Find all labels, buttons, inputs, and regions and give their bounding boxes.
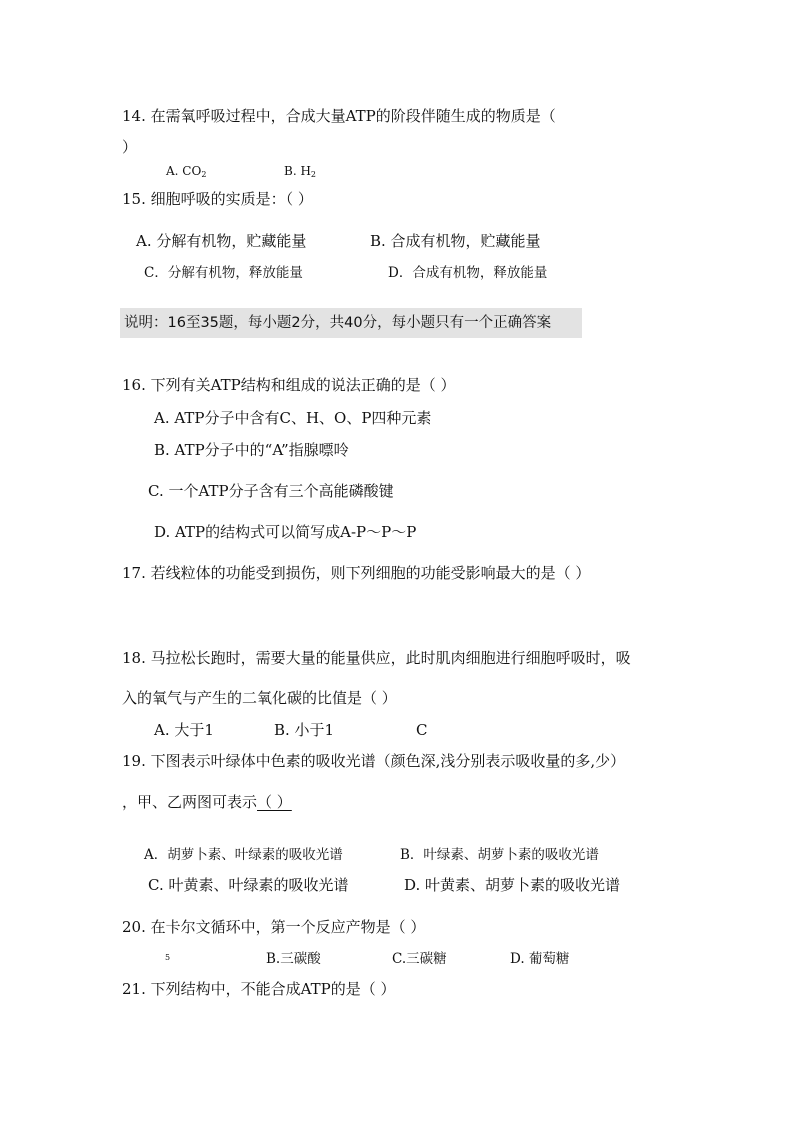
q18-stem-continued: 入的氧气与产生的二氧化碳的比值是（ ） <box>122 689 397 707</box>
q17-stem: 17. 若线粒体的功能受到损伤，则下列细胞的功能受影响最大的是（ ） <box>122 564 591 582</box>
q19-stem-continued: ，甲、乙两图可表示（ ） <box>122 793 292 811</box>
q15-option-a: A. 分解有机物，贮藏能量 <box>136 232 307 250</box>
q19-option-b: B．叶绿素、胡萝卜素的吸收光谱 <box>400 847 599 863</box>
q18-stem: 18. 马拉松长跑时，需要大量的能量供应，此时肌肉细胞进行细胞呼吸时，吸 <box>122 649 631 667</box>
q16-stem: 16. 下列有关ATP结构和组成的说法正确的是（ ） <box>122 376 456 394</box>
q15-option-c: C．分解有机物，释放能量 <box>144 265 303 281</box>
q16-option-d: D. ATP的结构式可以简写成A-P～P～P <box>154 523 417 541</box>
q15-option-b: B. 合成有机物，贮藏能量 <box>370 232 541 250</box>
q15-stem: 15. 细胞呼吸的实质是：（ ） <box>122 190 313 208</box>
q15-option-d: D．合成有机物，释放能量 <box>388 265 548 281</box>
q14-stem: 14. 在需氧呼吸过程中，合成大量ATP的阶段伴随生成的物质是（ <box>122 107 556 125</box>
q16-option-c: C. 一个ATP分子含有三个高能磷酸键 <box>148 482 394 500</box>
q14-option-b: B. $H_2$ <box>284 164 317 179</box>
q20-option-a-fragment: 5 <box>165 953 171 962</box>
q19-stem: 19. 下图表示叶绿体中色素的吸收光谱（颜色深,浅分别表示吸收量的多,少） <box>122 752 626 770</box>
q14-option-a: A. $CO_2$ <box>166 164 207 179</box>
q20-option-c: C.三碳糖 <box>392 951 447 967</box>
q20-option-b: B.三碳酸 <box>266 951 321 967</box>
q20-option-d: D. 葡萄糖 <box>510 951 570 967</box>
q21-stem: 21. 下列结构中，不能合成ATP的是（ ） <box>122 980 396 998</box>
q20-stem: 20. 在卡尔文循环中，第一个反应产物是（ ） <box>122 918 426 936</box>
q19-option-c: C. 叶黄素、叶绿素的吸收光谱 <box>148 876 349 894</box>
q19-option-d: D. 叶黄素、胡萝卜素的吸收光谱 <box>404 876 621 894</box>
q18-option-c: C <box>416 721 428 739</box>
q14-stem-continued: ） <box>122 138 138 156</box>
q18-option-b: B. 小于1 <box>274 721 335 739</box>
q19-option-a: A．胡萝卜素、叶绿素的吸收光谱 <box>144 847 343 863</box>
instruction-note-text: 说明：16至35题，每小题2分，共40分，每小题只有一个正确答案 <box>124 315 552 331</box>
q18-option-a: A. 大于1 <box>154 721 214 739</box>
instruction-note <box>120 308 582 338</box>
q16-option-a: A. ATP分子中含有C、H、O、P四种元素 <box>154 409 432 427</box>
q16-option-b: B. ATP分子中的“A”指腺嘌呤 <box>154 441 349 459</box>
q19-answer-blank: （ ） <box>257 793 292 811</box>
